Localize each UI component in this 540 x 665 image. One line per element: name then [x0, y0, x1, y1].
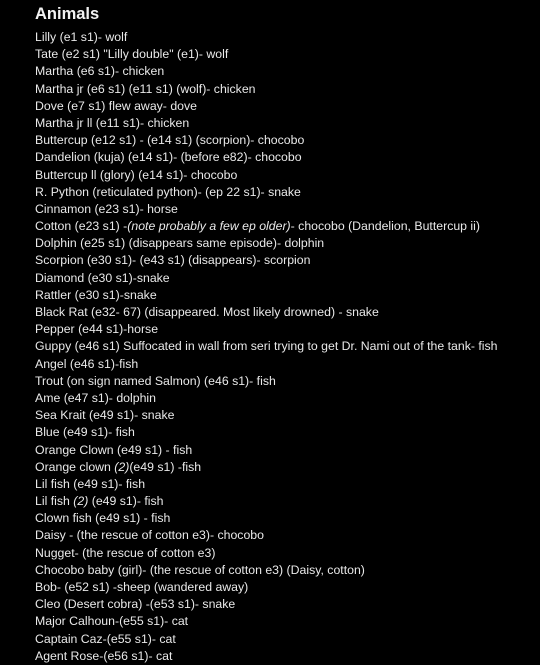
list-item: [35, 115, 540, 132]
list-item-text: Clown fish (e49 s1) - fish: [35, 511, 171, 526]
list-item: [35, 356, 540, 373]
list-item-text: Angel (e46 s1)-fish: [35, 356, 139, 371]
list-item: [35, 596, 540, 613]
list-item: [35, 287, 540, 304]
list-item: [35, 545, 540, 562]
list-item-text: Pepper (e44 s1)-horse: [35, 322, 159, 337]
list-item: [35, 321, 540, 338]
list-item-text: Sea Krait (e49 s1)- snake: [35, 408, 175, 423]
list-item-text: Captain Caz-(e55 s1)- cat: [35, 631, 176, 646]
note-page: [35, 4, 540, 665]
list-item: [35, 184, 540, 201]
list-item-text: R. Python (reticulated python)- (ep 22 s1)- snake: [35, 184, 301, 199]
list-item-text: Chocobo baby (girl)- (the rescue of cotton e3) (Daisy, cotton): [35, 562, 365, 577]
italic-text: (2): [114, 459, 130, 474]
list-item: [35, 648, 540, 665]
list-item-text: Tate (e2 s1) "Lilly double" (e1)- wolf: [35, 47, 229, 62]
list-item: [35, 270, 540, 287]
note-title: Animals: [35, 5, 100, 23]
list-item: [35, 613, 540, 630]
list-item: [35, 338, 540, 355]
list-item-text: - chocobo (Dandelion, Buttercup ii): [290, 219, 480, 234]
animal-list: [35, 29, 540, 665]
list-item: [35, 579, 540, 596]
list-item-text: Black Rat (e32- 67) (disappeared. Most likely drowned) - snake: [35, 305, 379, 319]
list-item: [35, 373, 540, 390]
list-item: [35, 493, 540, 510]
list-item: [35, 132, 540, 149]
list-item: [35, 98, 540, 115]
list-item: [35, 442, 540, 459]
list-item-text: Martha jr ll (e11 s1)- chicken: [35, 115, 190, 130]
list-item-text: Blue (e49 s1)- fish: [35, 425, 135, 440]
list-item-text: (e49 s1)- fish: [88, 494, 164, 509]
list-item-text: Martha (e6 s1)- chicken: [35, 64, 165, 79]
list-item: [35, 218, 540, 235]
list-item: [35, 562, 540, 579]
list-item-text: Orange Clown (e49 s1) - fish: [35, 442, 193, 457]
list-item: [35, 407, 540, 424]
list-item-text: Ame (e47 s1)- dolphin: [35, 390, 156, 405]
list-item: [35, 149, 540, 166]
list-item: [35, 252, 540, 269]
list-item-text: Agent Rose-(e56 s1)- cat: [35, 648, 173, 663]
list-item-text: Bob- (e52 s1) -sheep (wandered away): [35, 580, 249, 594]
list-item: [35, 167, 540, 184]
list-item-text: Cleo (Desert cobra) -(e53 s1)- snake: [35, 597, 236, 612]
list-item-text: (e49 s1) -fish: [129, 459, 202, 474]
list-item: [35, 424, 540, 441]
list-item-text: Dolphin (e25 s1) (disappears same episode)- dolphin: [35, 236, 325, 251]
list-item-text: Guppy (e46 s1) Suffocated in wall from seri trying to get Dr. Nami out of the tank- fish: [35, 339, 498, 354]
list-item: [35, 29, 540, 46]
list-item-text: Buttercup ll (glory) (e14 s1)- chocobo: [35, 167, 238, 182]
list-item: [35, 510, 540, 527]
list-item: [35, 201, 540, 218]
list-item-text: Lil fish (e49 s1)- fish: [35, 476, 146, 491]
list-item: [35, 631, 540, 648]
list-item: [35, 459, 540, 476]
list-item-text: Cinnamon (e23 s1)- horse: [35, 201, 178, 216]
list-item-text: Martha jr (e6 s1) (e11 s1) (wolf)- chicken: [35, 81, 256, 96]
list-item: [35, 390, 540, 407]
list-item-text: Cotton (e23 s1) -: [35, 219, 128, 234]
list-item-text: Diamond (e30 s1)-snake: [35, 270, 170, 285]
list-item: [35, 527, 540, 544]
list-item-text: Trout (on sign named Salmon) (e46 s1)- fish: [35, 373, 276, 388]
list-item-text: Dove (e7 s1) flew away- dove: [35, 98, 197, 113]
list-item-text: Buttercup (e12 s1) - (e14 s1) (scorpion)- chocobo: [35, 133, 305, 148]
list-item-text: Orange clown: [35, 459, 115, 474]
list-item-text: Lil fish: [35, 494, 74, 509]
list-item: [35, 46, 540, 63]
italic-text: (note probably a few ep older): [127, 219, 291, 234]
list-item-text: Daisy - (the rescue of cotton e3)- chocobo: [35, 528, 264, 543]
list-item-text: Lilly (e1 s1)- wolf: [35, 30, 128, 44]
list-item: [35, 63, 540, 80]
list-item: [35, 81, 540, 98]
list-item-text: Scorpion (e30 s1)- (e43 s1) (disappears)- scorpion: [35, 253, 311, 268]
list-item: [35, 235, 540, 252]
list-item-text: Major Calhoun-(e55 s1)- cat: [35, 614, 189, 629]
list-item-text: Nugget- (the rescue of cotton e3): [35, 545, 216, 560]
italic-text: (2): [73, 494, 89, 509]
list-item: [35, 476, 540, 493]
list-item-text: Dandelion (kuja) (e14 s1)- (before e82)- chocobo: [35, 150, 302, 165]
list-item: [35, 304, 540, 321]
list-item-text: Rattler (e30 s1)-snake: [35, 287, 157, 302]
